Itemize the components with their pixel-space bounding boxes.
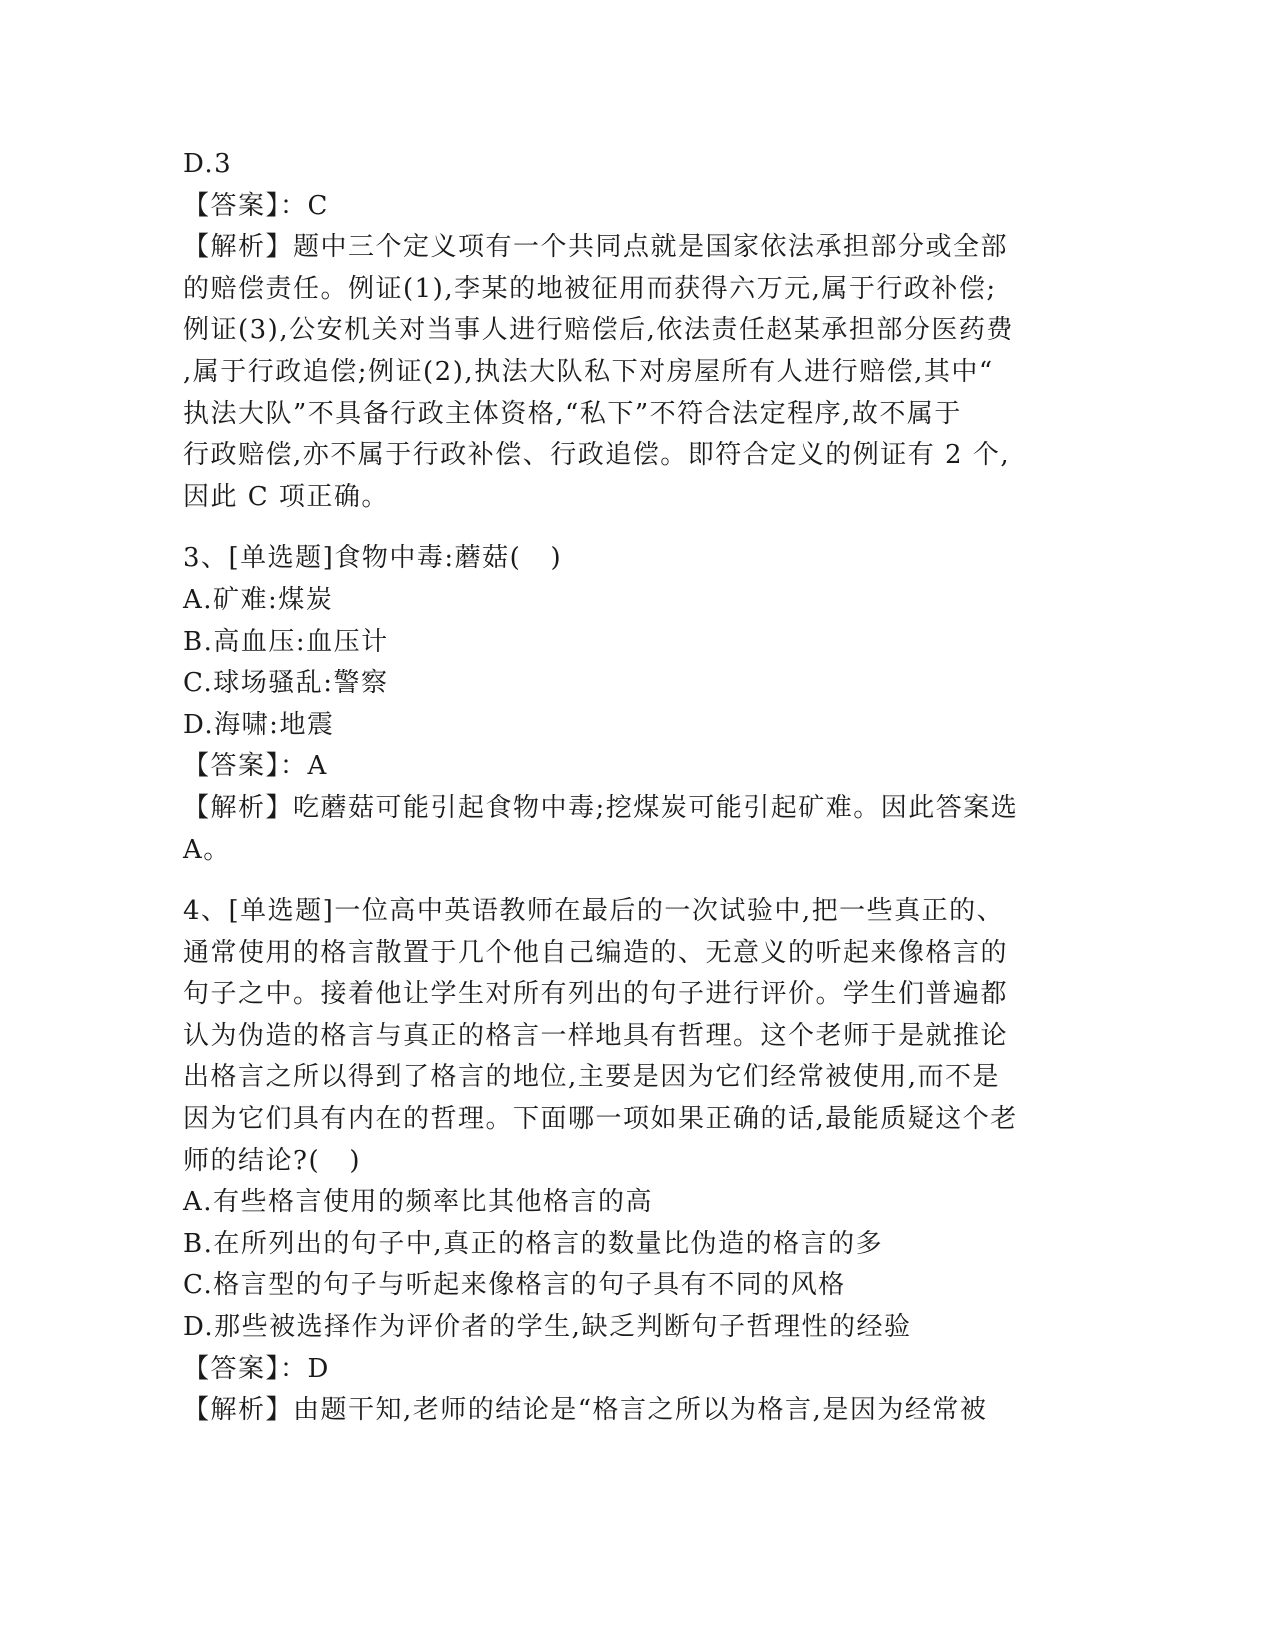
paragraph-gap [183,871,1043,891]
q4-option-b: B.在所列出的句子中,真正的格言的数量比伪造的格言的多 [183,1228,884,1259]
q4-analysis-line: 【解析】由题干知,老师的结论是“格言之所以为格言,是因为经常被 [183,1395,988,1426]
paragraph-gap [183,518,1043,538]
q4-stem-line: 通常使用的格言散置于几个他自己编造的、无意义的听起来像格言的 [183,937,1009,968]
q2-analysis-line: 行政赔偿,亦不属于行政补偿、行政追偿。即符合定义的例证有 2 个, [183,440,1011,471]
q3-analysis-line: A。 [183,834,231,865]
q3-stem: 3、[单选题]食物中毒:蘑菇( ) [183,543,563,574]
q4-stem-line: 认为伪造的格言与真正的格言一样地具有哲理。这个老师于是就推论 [183,1020,1009,1051]
q3-option-c: C.球场骚乱:警察 [183,668,389,699]
q2-analysis-line: ,属于行政追偿;例证(2),执法大队私下对房屋所有人进行赔偿,其中“ [183,356,994,387]
q4-stem-line: 师的结论?( ) [183,1145,362,1176]
q4-stem-line: 因为它们具有内在的哲理。下面哪一项如果正确的话,最能质疑这个老 [183,1104,1018,1135]
q3-analysis-line: 【解析】吃蘑菇可能引起食物中毒;挖煤炭可能引起矿难。因此答案选 [183,792,1019,823]
q2-option-d: D.3 [183,149,233,179]
q2-analysis-line: 执法大队”不具备行政主体资格,“私下”不符合法定程序,故不属于 [183,398,962,429]
q2-answer: 【答案】：C [183,190,329,221]
q2-analysis-line: 例证(3),公安机关对当事人进行赔偿后,依法责任赵某承担部分医药费 [183,315,1014,346]
q4-option-c: C.格言型的句子与听起来像格言的句子具有不同的风格 [183,1270,846,1301]
q4-stem-line: 句子之中。接着他让学生对所有列出的句子进行评价。学生们普遍都 [183,979,1009,1010]
q3-option-d: D.海啸:地震 [183,709,335,740]
q4-stem-line: 出格言之所以得到了格言的地位,主要是因为它们经常被使用,而不是 [183,1062,1001,1093]
q3-answer: 【答案】：A [183,751,328,782]
q4-answer: 【答案】：D [183,1353,330,1384]
q3-option-a: A.矿难:煤炭 [183,584,334,615]
q2-analysis-line: 【解析】题中三个定义项有一个共同点就是国家依法承担部分或全部 [183,232,1009,263]
q4-option-a: A.有些格言使用的频率比其他格言的高 [183,1187,654,1218]
q2-analysis-line: 因此 C 项正确。 [183,481,389,512]
q4-option-d: D.那些被选择作为评价者的学生,缺乏判断句子哲理性的经验 [183,1312,912,1343]
q4-stem-line: 4、[单选题]一位高中英语教师在最后的一次试验中,把一些真正的、 [183,896,1005,927]
q3-option-b: B.高血压:血压计 [183,626,389,657]
document-page [183,144,1043,1432]
q2-analysis-line: 的赔偿责任。例证(1),李某的地被征用而获得六万元,属于行政补偿; [183,273,997,304]
